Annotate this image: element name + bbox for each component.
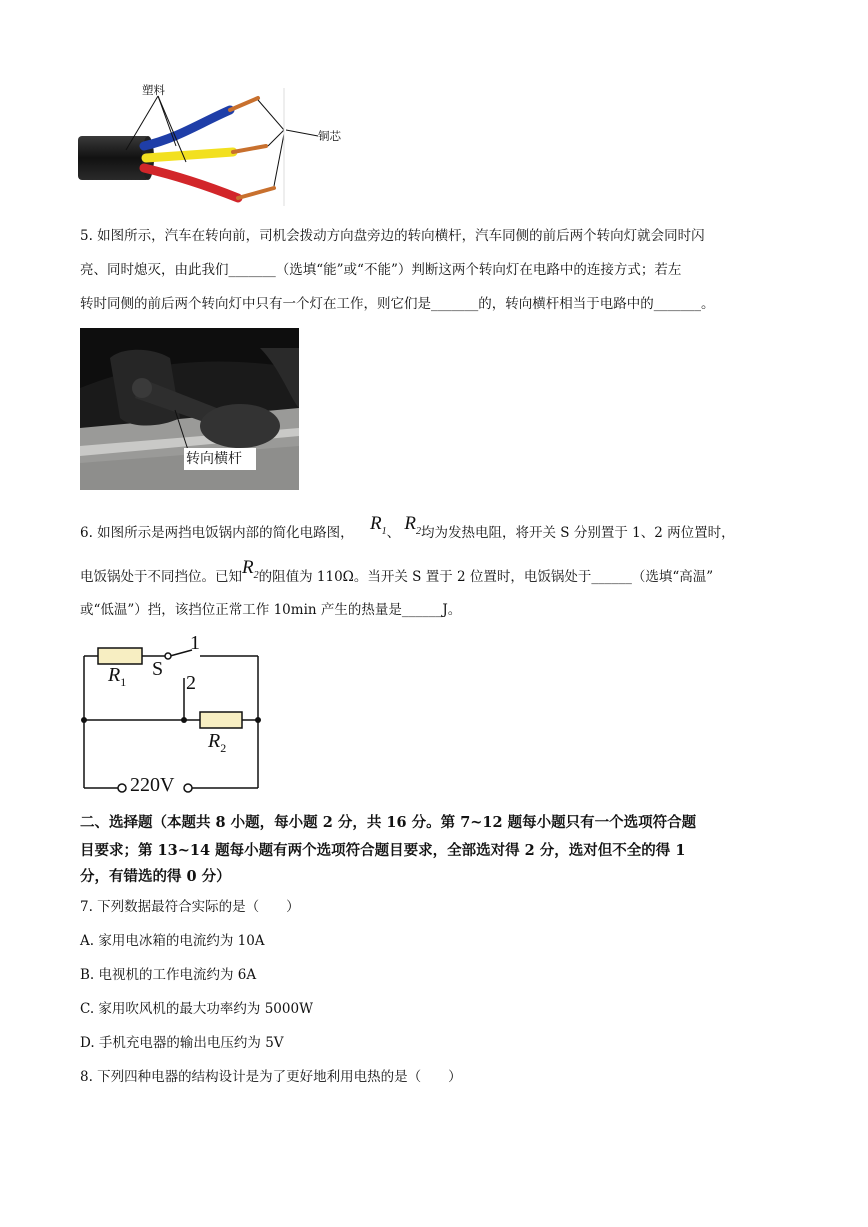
cable-figure [78,83,288,208]
plastic-label: 塑料 [142,83,165,97]
q8-stem: 8. 下列四种电器的结构设计是为了更好地利用电热的是（ ） [80,1069,462,1085]
section2-heading-line-1: 二、选择题（本题共 8 小题，每小题 2 分，共 16 分。第 7~12 题每小题只有一个选项符合题 [80,814,697,831]
circuit-position-1: 1 [190,632,200,654]
q7-option-a: A. 家用电冰箱的电流约为 10A [80,933,265,949]
circuit-diagram [78,632,268,796]
q5-line-2: 亮、同时熄灭，由此我们_______（选填“能”或“不能”）判断这两个转向灯在电路中的连接方式；若左 [80,262,682,278]
circuit-wires [78,636,268,796]
q6-line-2-start: 电饭锅处于不同挡位。已知 [80,569,242,585]
section2-heading-line-3: 分，有错选的得 0 分） [80,868,231,885]
q6-line-2-end: 的阻值为 110Ω。当开关 S 置于 2 位置时，电饭锅处于______（选填“高温” [258,569,714,585]
q6-line-2 [80,557,714,594]
circuit-position-2: 2 [186,672,196,694]
q6-line-1-end: 均为发热电阻，将开关 S 分别置于 1、2 两位置时， [420,525,735,541]
q6-line-1-start: 6. 如图所示是两挡电饭锅内部的简化电路图， [80,525,354,541]
q7-stem: 7. 下列数据最符合实际的是（ ） [80,899,300,915]
q7-option-b: B. 电视机的工作电流约为 6A [80,967,257,983]
cable-illustration [78,86,288,208]
section2-heading-line-2: 目要求；第 13~14 题每小题有两个选项符合题目要求，全部选对得 2 分，选对但不全的得 1 [80,842,686,859]
circuit-r2-label: $R_2$ [208,730,227,755]
circuit-switch-label: S [152,658,164,680]
q6-r2-symbol-2: $R_2$ [242,557,259,581]
q7-option-d: D. 手机充电器的输出电压约为 5V [80,1035,284,1051]
q7-option-c: C. 家用吹风机的最大功率约为 5000W [80,1001,313,1017]
turn-stalk-label: 转向横杆 [186,451,242,467]
q5-line-1: 5. 如图所示，汽车在转向前，司机会拨动方向盘旁边的转向横杆，汽车同侧的前后两个转向灯就会同时闪 [80,228,705,244]
q6-r1-symbol: $R_1$ [369,513,387,537]
q6-line-3: 或“低温”）挡，该挡位正常工作 10min 产生的热量是______J。 [80,602,462,618]
q6-r2-symbol: $R_2$ [404,513,421,537]
circuit-voltage-label: 220V [130,774,175,796]
q6-separator: 、 [386,525,401,541]
circuit-r1-label: $R_1$ [108,664,127,689]
copper-core-label: 铜芯 [318,129,341,143]
q5-line-3: 转时同侧的前后两个转向灯中只有一个灯在工作，则它们是_______的，转向横杆相当于电路中的_______。 [80,296,715,312]
turn-signal-photo [80,328,299,490]
q6-line-1 [80,513,735,550]
copper-leader-lines [286,118,326,148]
